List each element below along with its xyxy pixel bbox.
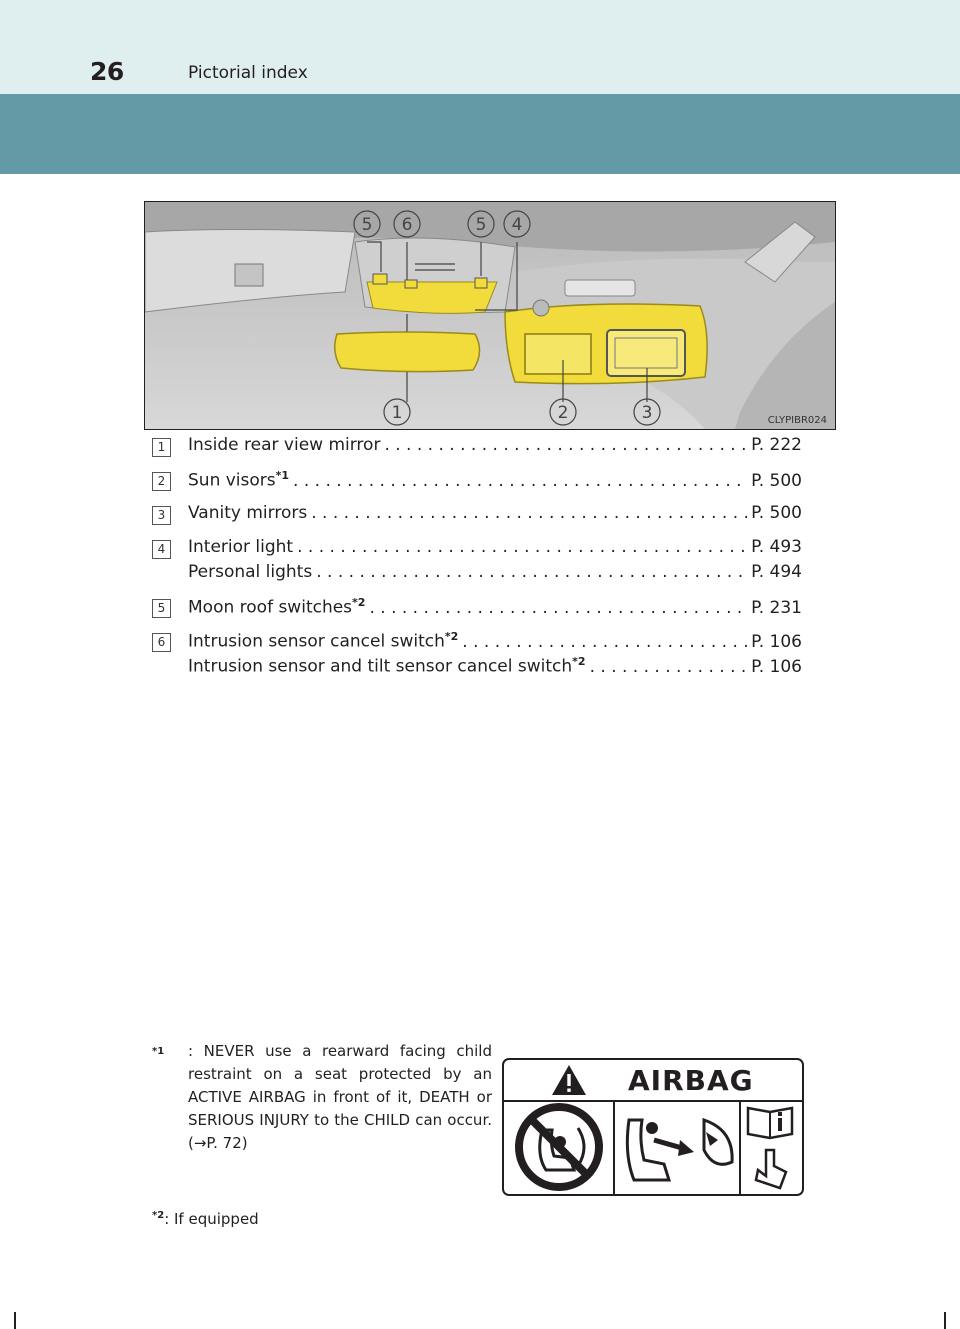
callout-3-label: 3 (641, 403, 653, 423)
footnote-marker: *2 (572, 655, 586, 668)
page-reference[interactable]: P. 494 (751, 562, 802, 582)
footnote-marker: *1 (275, 469, 290, 482)
leader-dots (462, 632, 747, 652)
header-band (0, 0, 960, 94)
footnote-2-text: : If equipped (164, 1210, 259, 1228)
footnote-2-marker: *2 (152, 1210, 165, 1221)
callout-5a-label: 5 (361, 215, 373, 235)
item-row[interactable] (188, 503, 802, 528)
seat-airbag-icon (627, 1120, 732, 1180)
item-number-box: 2 (152, 472, 171, 491)
item-label: Intrusion sensor cancel switch$^{*2}$ (188, 630, 459, 652)
airbag-label-header (504, 1060, 802, 1102)
item-label: Vanity mirrors (188, 503, 308, 523)
footnote-marker: *2 (352, 596, 366, 609)
section-band (0, 94, 960, 174)
item-list (152, 435, 802, 689)
item-row[interactable] (188, 655, 802, 680)
airbag-pictograms (504, 1100, 802, 1194)
item-number-box: 1 (152, 438, 171, 457)
section-title: Pictorial index (188, 63, 308, 83)
callout-1-label: 1 (391, 403, 403, 423)
item-label: Personal lights (188, 562, 313, 582)
item-row[interactable] (188, 435, 802, 460)
item-number-box: 6 (152, 633, 171, 652)
airbag-label-title: AIRBAG (628, 1064, 754, 1097)
footnote-1 (152, 1040, 492, 1155)
page-reference[interactable]: P. 231 (751, 597, 802, 618)
list-item (152, 537, 802, 587)
item-label: Intrusion sensor and tilt sensor cancel switch$^{*2}$ (188, 655, 586, 677)
footnote-1-text: : NEVER use a rearward facing child restraint on a seat protected by an ACTIVE AIRBAG in front of it, DEATH or SERIOUS INJURY to the CHILD can occur. (→P. 72) (188, 1042, 492, 1152)
page-number: 26 (90, 57, 124, 86)
item-row[interactable] (188, 469, 802, 494)
manual-reference-icon (748, 1108, 792, 1188)
figure-code: CLYPIBR024 (767, 415, 827, 426)
list-item (152, 435, 802, 460)
page-reference[interactable]: P. 500 (751, 503, 802, 523)
footnote-marker: *2 (444, 630, 459, 643)
list-item (152, 630, 802, 680)
airbag-warning-label (502, 1058, 804, 1196)
no-child-seat-icon (519, 1107, 599, 1187)
overhead-console-drawing (145, 202, 835, 429)
item-label: Inside rear view mirror (188, 435, 381, 455)
leader-dots (590, 657, 748, 677)
item-number-box: 3 (152, 506, 171, 525)
list-item (152, 596, 802, 621)
page-reference[interactable]: P. 106 (751, 656, 802, 677)
warning-triangle-icon (549, 1062, 589, 1098)
page-reference[interactable]: P. 106 (751, 631, 802, 652)
leader-dots (297, 537, 747, 557)
callout-5b-label: 5 (475, 215, 487, 235)
footnote-2 (152, 1210, 259, 1228)
leader-dots (316, 562, 747, 582)
page-reference[interactable]: P. 493 (751, 537, 802, 557)
item-number-box: 4 (152, 540, 171, 559)
callout-4-label: 4 (511, 215, 523, 235)
item-row[interactable] (188, 537, 802, 562)
list-item (152, 469, 802, 494)
list-item (152, 503, 802, 528)
item-label: Moon roof switches$^{*2}$ (188, 596, 366, 618)
callout-6-label: 6 (401, 215, 413, 235)
leader-dots (311, 503, 747, 523)
page-reference[interactable]: P. 222 (751, 435, 802, 455)
item-label: Interior light (188, 537, 294, 557)
item-row[interactable] (188, 562, 802, 587)
item-row[interactable] (188, 596, 802, 621)
interior-illustration (144, 201, 836, 430)
footnote-1-marker: *1 (152, 1046, 165, 1057)
callout-2-label: 2 (557, 403, 569, 423)
leader-dots (369, 598, 747, 618)
item-number-box: 5 (152, 599, 171, 618)
crop-mark (944, 1312, 946, 1329)
crop-mark (14, 1312, 16, 1329)
item-row[interactable] (188, 630, 802, 655)
leader-dots (384, 435, 747, 455)
leader-dots (293, 471, 747, 491)
item-label: Sun visors$^{*1}$ (188, 469, 290, 491)
page-reference[interactable]: P. 500 (751, 470, 802, 491)
